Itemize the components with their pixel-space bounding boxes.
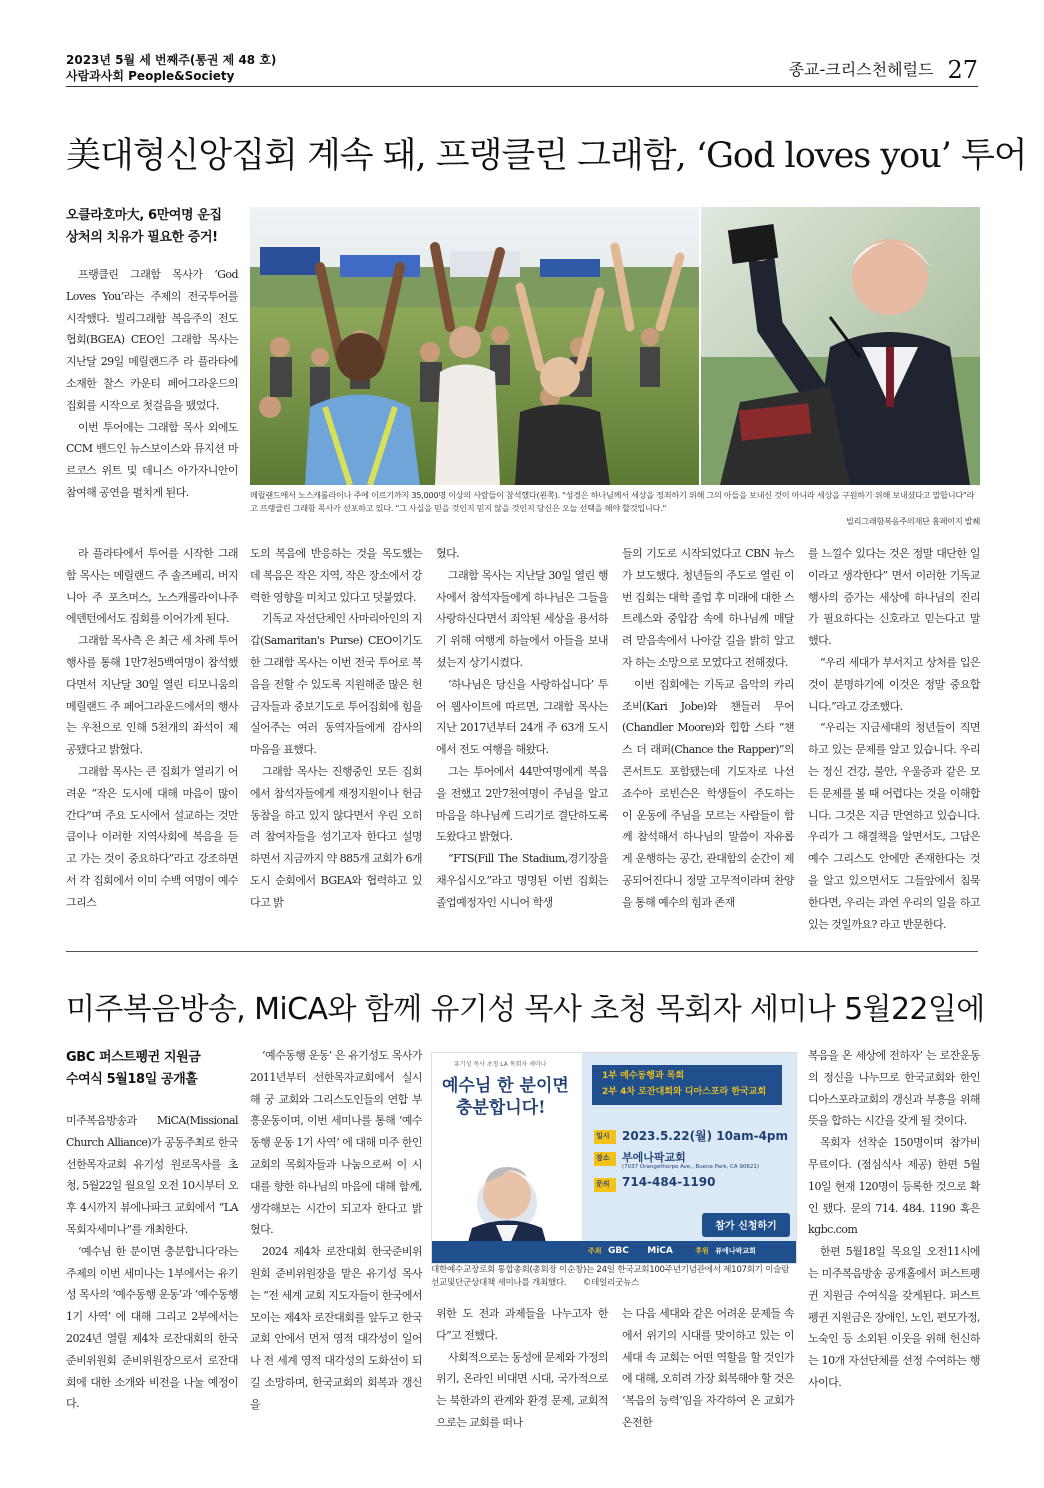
paragraph: 목회자 선착순 150명이며 참가비 무료이다. (점심식사 제공) 한편 5월10일 현재 120명이 등록한 것으로 확인 됐다. 문의 714. 484. 1190 혹은 kgbc.com [808, 1136, 980, 1237]
ad-sponsor-mica: MiCA [647, 1246, 673, 1256]
photo-caption-text: 메릴랜드에서 노스캐롤라이나 주에 이르기까지 35,000명 이상의 사람들이 참석했다(왼쪽). "성경은 하나님께서 세상을 정죄하기 위해 그의 아들을 보내신 것이 아니라 세상을 구원하기 위해 보내셨다고 말합니다"라고 프랭클린 그래함 목사가 선포하고 있다. "그 사실을 믿을 것인지 믿지 않을 것인지 당신은 오늘 선택을 해야 할것입니다." [250, 490, 975, 513]
ad-sessions [602, 1068, 766, 1100]
article1-col5 [808, 543, 980, 935]
article1-subhead-line2: 상처의 치유가 필요한 증거! [66, 230, 218, 245]
ad-place-value: 부에나팍교회 [622, 1151, 686, 1164]
ad-address: (7037 Orangethorpe Ave., Buena Park, CA 90621) [622, 1164, 760, 1170]
article2-col3 [436, 1303, 608, 1434]
article1-subhead [66, 205, 248, 249]
ad-support-label: 후원 [695, 1247, 709, 1255]
header-rule [66, 86, 978, 87]
article1-col1 [66, 264, 238, 504]
ad-top-line: 유기성 목사 초청 LA 목회자 세미나 [454, 1061, 547, 1068]
paragraph: “FTS(Fill The Stadium,경기장을 채우십시오”라고 명명된 이번 집회는 졸업예정자인 시니어 학생 [436, 852, 608, 909]
paragraph: “우리는 지금세대의 청년들이 직면하고 있는 문제를 알고 있습니다. 우리는 정신 건강, 불안, 우울증과 같은 모든 문제를 볼 때 어렵다는 것을 이해합니다. 그것은 지금 만연하고 있습니다. 우리가 그 해결책을 알면서도, 그답은 예수 그리스도 안에만 존재한다는 것을 알고 있으면서도 그들앞에서 침묵한다면, 우리는 과연 우리의 일을 하고 있는 것일까요? 라고 반문한다. [808, 721, 980, 931]
rally-photo [250, 207, 980, 485]
issue-line: 2023년 5월 세 번째주(통권 제 48 호) [66, 53, 277, 67]
page-number: 27 [947, 56, 978, 84]
paragraph: 그래함 목사는 진행중인 모든 집회에서 참석자들에게 재정지원이나 헌금동참을 하고 있지 않다면서 우린 오히려 참여자들을 섬기고자 한다고 설명하면서 지금까지 약 885개 교회가 6개 도시 순회에서 BGEA와 협력하고 있다고 밝 [250, 764, 422, 909]
ad-slogan [442, 1075, 592, 1119]
paragraph: 들의 기도로 시작되었다고 CBN 뉴스가 보도했다. 청년들의 주도로 열린 이번 집회는 대학 졸업 후 미래에 대한 스트레스와 중압감 속에 하나님께 매달려 맏음속에서 나아갈 길을 밝히 알고자 하는 소망으로 모였다고 전해졌다. [622, 547, 794, 669]
paragraph: 한편 5월18일 목요일 오전11시에는 미주복음방송 공개홀에서 퍼스트펭귄 지원금 수여식을 갖게된다. 퍼스트펭귄 지원금은 장애인, 노인, 편모가정, 노숙인 등 소외된 이웃을 위해 헌신하는 10개 자선단체를 선정 수여하는 행사이다. [808, 1245, 980, 1389]
ad-caption-text: 대한예수교장로회 통합총회(총회장 이순창)는 24일 한국교회100주년기념관에서 제107회기 이슬람선교및단군상대책 세미나를 개최했다. [431, 1265, 790, 1288]
paragraph: ‘예수동행 운동’ 은 유기성도 목사가 2011년부터 선한목자교회에서 실시해 궁 교회와 그리스도인들의 연합 부흥운동이며, 이번 세미나를 통해 ‘예수동행 운동 1기 사역’ 에 대해 미주 한인교회의 목회자들과 나눔으로써 이 시대를 향한 하나님의 마음에 대해 함께, 생각해보는 시간이 되고자 한다고 밝혔다. [250, 1049, 422, 1237]
paragraph: 사회적으로는 동성애 문제와 가정의 위기, 온라인 비대면 시대, 국가적으로는 북한과의 관계와 환경 문제, 교회적으로는 교회를 떠나 [436, 1350, 608, 1429]
article1-col4 [622, 543, 794, 914]
article-divider [66, 951, 978, 952]
article2-subhead [66, 1047, 248, 1091]
paragraph: 미주복음방송과 MiCA(Missional Church Alliance)가 공동주최로 한국 선한목자교회 유기성 원로목사를 초청, 5월22일 월요일 오전 10시부터 오후 4시까지 뷰에나파크 교회에서 “LA목회자세미나”를 개최한다. [66, 1114, 238, 1236]
article2-col2 [250, 1045, 422, 1416]
paragraph: 그래함 목사는 큰 집회가 열리기 어려운 “작은 도시에 대해 마음이 많이 간다”며 주요 도시에서 설교하는 것만큼이나 이러한 지역사회에 복음을 듣고 가는 것이 중요하다”라고 강조하면서 각 집회에서 이미 수백 여명이 예수 그리스 [66, 764, 238, 909]
ad-contact-value: 714-484-1190 [622, 1175, 716, 1189]
ad-session-2: 2부 4차 로잔대회와 디아스포라 한국교회 [602, 1087, 767, 1097]
article2-col5 [808, 1045, 980, 1394]
seminar-ad [431, 1052, 797, 1264]
article2-col1 [66, 1110, 238, 1415]
paragraph: ‘예수님 한 분이면 충분합니다’라는 주제의 이번 세미나는 1부에서는 유기성 목사의 ‘예수동행 운동’과 ‘예수동행 1기 사역’ 에 대해 그리고 2부에서는 2024년 열릴 제4차 로잔대회의 한국준비위원회 준비위원장으로서 로잔대회에 대한 소개와 비전을 나눌 예정이다. [66, 1244, 238, 1411]
article1-subhead-line1: 오클라호마大, 6만여명 운집 [66, 208, 222, 223]
paragraph: 그래함 목사는 지난달 30일 열린 행사에서 참석자들에게 하나님은 그들을 사랑하신다면서 죄악된 세상을 용서하기 위해 여행게 하늘에서 아들을 보내셨는지 상기시켰다. [436, 568, 608, 669]
paragraph: 복음을 온 세상에 전하자’ 는 로잔운동의 정신을 나누므로 한국교회와 한인 디아스포라교회의 갱신과 부흥을 위해 뜻을 합하는 시간을 갖게 될 것이다. [808, 1049, 980, 1128]
masthead-left [66, 52, 276, 84]
paragraph: ‘하나님은 당신을 사랑하십니다’ 투어 웹사이트에 따르면, 그래함 목사는 지난 2017년부터 24개 주 63개 도시에서 전도 여행을 해왔다. [436, 677, 608, 757]
ad-place-label: 장소 [596, 1154, 610, 1162]
ad-sponsor-label: 주최 [588, 1247, 602, 1255]
ad-slogan-line1: 예수님 한 분이면 [442, 1076, 569, 1096]
ad-slogan-line2: 충분합니다! [456, 1098, 546, 1118]
paragraph: 를 느낄수 있다는 것은 정말 대단한 일이라고 생각한다” 면서 이러한 기독교 행사의 증가는 세상에 하나님의 진리가 필요하다는 신호라고 믿는다고 말했다. [808, 547, 980, 648]
article1-headline: 美대형신앙집회 계속 돼, 프랭클린 그래함, ‘God loves you’ 투어 [66, 136, 1027, 176]
photo-caption [250, 489, 980, 528]
article1-col1-lower [66, 543, 238, 914]
ad-sponsors [588, 1246, 756, 1256]
paragraph: 2024 제4차 로잔대회 한국준비위원회 준비위원장을 맡은 유기성 목사는 “전 세계 교회 지도자들이 한국에서 모이는 제4차 로잔대회를 앞두고 한국 교회 안에서 먼저 영적 대각성이 일어나 전 세계 영적 대각성의 도화선이 되길 소망하며, 한국교회의 회복과 갱신을 [250, 1245, 422, 1411]
ad-sponsor-church: 뷰에나팍교회 [715, 1247, 756, 1255]
paragraph: “우리 세대가 부서지고 상처를 입은 것이 분명하기에 이것은 정말 중요합니다.”라고 강조했다. [808, 655, 980, 713]
article2-headline: 미주복음방송, MiCA와 함께 유기성 목사 초청 목회자 세미나 5월22일에 [66, 992, 985, 1027]
paragraph: 프랭클린 그래함 목사가 ‘God Loves You’라는 주제의 전국투어를 시작했다. 빌리그래함 복음주의 전도협회(BGEA) CEO인 그래함 목사는 지난달 29일 메릴랜드주 라 플라타에 소재한 찰스 카운티 페어그라운드의 집회를 시작으로 첫걸음을 뗐었다. [66, 268, 238, 412]
ad-date-value: 2023.5.22(월) 10am-4pm [622, 1129, 789, 1143]
paragraph: 혔다. [436, 547, 460, 560]
paper-name: 종교-크리스천헤럴드 [788, 60, 934, 79]
masthead-right [789, 56, 978, 84]
article2-col4 [622, 1303, 794, 1434]
paragraph: 위한 도 전과 과제들을 나누고자 한다”고 전했다. [436, 1307, 608, 1342]
paragraph: 이번 투어에는 그래함 목사 외에도 CCM 밴드인 뉴스보이스와 뮤지션 마르코스 위트 및 데니스 아가자니안이 참여해 공연을 펼치게 된다. [66, 420, 238, 499]
article2-subhead-line2: 수여식 5월18일 공개홀 [66, 1072, 198, 1087]
paragraph: 이번 집회에는 기독교 음악의 카리 조비(Kari Jobe)와 챈들러 무어(Chandler Moore)와 힙합 스타 “챈스 더 래퍼(Chance the Rapper)”의 콘서트도 포함됐는데 기도자로 나선 죠수아 로빈슨은 학생들이 주도하는 이 운동에 주님을 모르는 사람들이 함께 참석해서 하나님의 말씀이 자유롭게 운행하는 공간, 관대함의 순간이 제공되어진다니 정말 고무적이라며 찬양을 통해 예수의 힘과 존재 [622, 677, 794, 909]
paragraph: 는 다음 세대와 같은 어려운 문제들 속에서 위기의 시대를 맞이하고 있는 이 세대 속 교회는 어떤 역할을 할 것인가에 대해, 오히려 가장 회복해야 할 것은 ‘복음의 능력’임을 자각하여 온 교회가 온전한 [622, 1307, 794, 1429]
ad-session-1: 1부 예수동행과 목회 [602, 1071, 685, 1081]
section-line: 사람과사회 People&Society [66, 69, 235, 83]
ad-credit: ©데일리굿뉴스 [582, 1278, 640, 1288]
paragraph: 기독교 자선단체인 사마리아인의 지갑(Samaritan's Purse) CEO이기도 한 그래함 목사는 이번 전국 투어로 복음을 전할 수 있도록 지원해준 많은 헌금자들과 중보기도로 투어집회에 힘을 실어주는 여러 동역자들에게 감사의 마음을 표했다. [250, 612, 422, 757]
ad-sponsor-gbc: GBC [607, 1246, 629, 1256]
photo-credit: 빌리그래함복음주의재단 홈페이지 발췌 [846, 516, 980, 526]
article1-col2 [250, 543, 422, 914]
article1-col3 [436, 543, 608, 914]
paragraph: 그래함 목사측 은 최근 세 차례 투어 행사를 통해 1만7천5백여명이 참석했다면서 지난달 30일 열린 티모니움의 메릴랜드 주 페어그라운드에서의 행사는 우천으로 인해 5천개의 좌석이 제공됐다고 밝혔다. [66, 634, 238, 757]
ad-caption [431, 1264, 795, 1290]
paragraph: 라 플라타에서 투어를 시작한 그래함 목사는 메릴랜드 주 솔즈베리, 버지니아 주 포츠머스, 노스캐롤라이나주 에덴턴에서도 집회를 이어가게 된다. [66, 547, 238, 626]
ad-date-label: 일시 [596, 1132, 610, 1140]
ad-contact-label: 문의 [596, 1180, 610, 1188]
paragraph: 도의 복음에 반응하는 것을 목도했는데 복음은 작은 지역, 작은 장소에서 강력한 영향을 미치고 있다고 덧붙였다. [250, 547, 422, 604]
paragraph: 그는 투어에서 44만여명에게 복음을 전했고 2만7천여명이 주님을 알고 마음을 하나님께 드리기로 결단하도록 도왔다고 밝혔다. [436, 764, 608, 844]
ad-register-button[interactable]: 참가 신청하기 [715, 1221, 777, 1232]
article2-subhead-line1: GBC 퍼스트펭귄 지원금 [66, 1050, 201, 1065]
